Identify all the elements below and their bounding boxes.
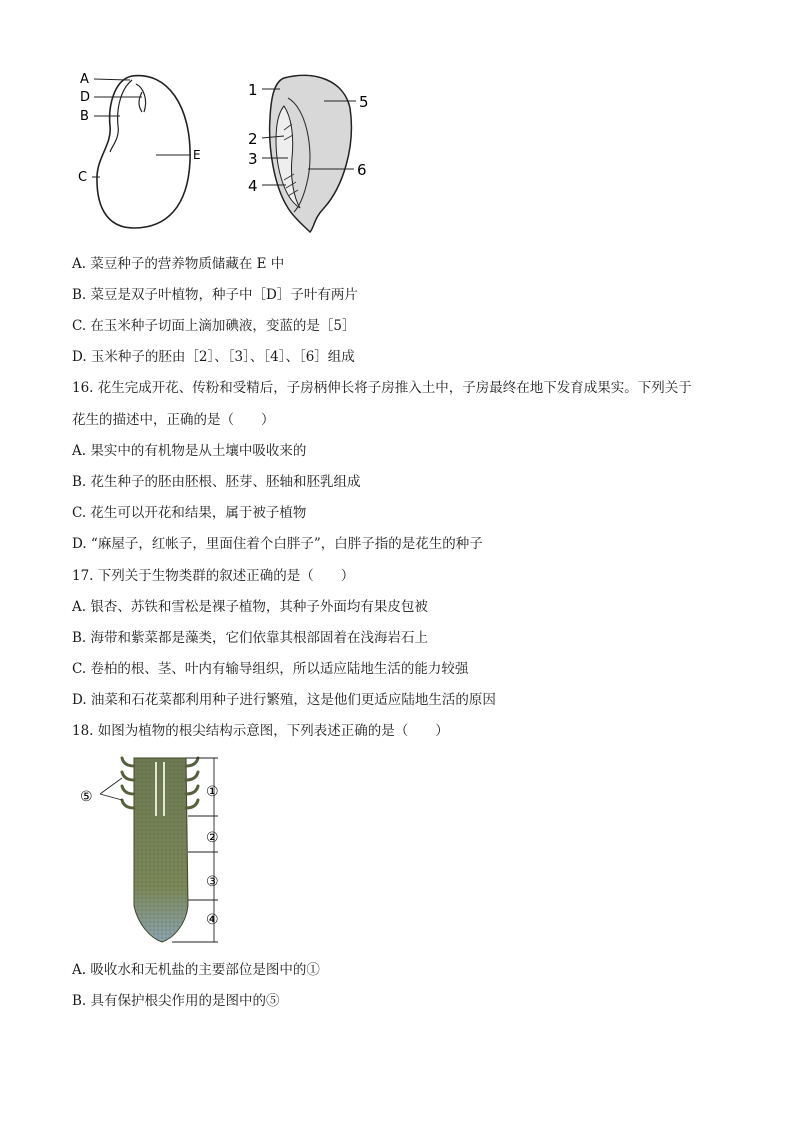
q15-option-c: C. 在玉米种子切面上滴加碘液，变蓝的是［5］ — [72, 318, 356, 334]
q17-option-c: C. 卷柏的根、茎、叶内有输导组织，所以适应陆地生活的能力较强 — [72, 661, 469, 677]
corn-label-1: 1 — [248, 81, 258, 99]
bean-label-b: B — [80, 109, 89, 124]
corn-label-3: 3 — [248, 150, 258, 168]
q17-stem: 17. 下列关于生物类群的叙述正确的是（ ） — [72, 568, 355, 584]
root-label-1: ① — [206, 784, 219, 800]
q16-option-d: D. “麻屋子，红帐子，里面住着个白胖子”，白胖子指的是花生的种子 — [72, 536, 483, 552]
bean-label-d: D — [80, 90, 91, 105]
corn-label-4: 4 — [248, 177, 258, 195]
q17-option-b: B. 海带和紫菜都是藻类，它们依靠其根部固着在浅海岩石上 — [72, 630, 429, 646]
q17-option-d: D. 油菜和石花菜都利用种子进行繁殖，这是他们更适应陆地生活的原因 — [72, 692, 496, 708]
q16-option-c: C. 花生可以开花和结果，属于被子植物 — [72, 505, 307, 521]
bean-label-a: A — [80, 72, 89, 87]
q17-option-a: A. 银杏、苏铁和雪松是裸子植物，其种子外面均有果皮包被 — [72, 599, 428, 615]
q15-option-b: B. 菜豆是双子叶植物，种子中［D］子叶有两片 — [72, 287, 358, 303]
root-tip-figure — [76, 756, 236, 948]
bean-seed-figure — [72, 66, 222, 238]
q18-option-b: B. 具有保护根尖作用的是图中的⑤ — [72, 993, 280, 1009]
q15-option-d: D. 玉米种子的胚由［2］、［3］、［4］、［6］组成 — [72, 349, 355, 365]
root-label-5: ⑤ — [80, 789, 93, 805]
root-label-3: ③ — [206, 874, 219, 890]
q16-option-a: A. 果实中的有机物是从土壤中吸收来的 — [72, 443, 307, 459]
bean-label-c: C — [78, 170, 88, 185]
q18-option-a: A. 吸收水和无机盐的主要部位是图中的① — [72, 962, 320, 978]
bean-seed-outline — [97, 76, 190, 228]
q16-stem-line2: 花生的描述中，正确的是（ ） — [72, 412, 275, 428]
bean-label-e: E — [193, 148, 201, 162]
corn-label-5: 5 — [359, 93, 369, 111]
q16-stem-line1: 16. 花生完成开花、传粉和受精后，子房柄伸长将子房推入土中，子房最终在地下发育成果实。下列关于 — [72, 380, 692, 396]
q15-option-a: A. 菜豆种子的营养物质储藏在 E 中 — [72, 256, 285, 272]
corn-label-2: 2 — [248, 130, 258, 148]
q16-option-b: B. 花生种子的胚由胚根、胚芽、胚轴和胚乳组成 — [72, 474, 361, 490]
root-label-4: ④ — [206, 912, 219, 928]
root-label-2: ② — [206, 830, 219, 846]
q18-stem: 18. 如图为植物的根尖结构示意图，下列表述正确的是（ ） — [72, 723, 449, 739]
bean-plumule — [136, 84, 146, 112]
corn-label-6: 6 — [357, 161, 367, 179]
corn-seed-figure — [244, 68, 384, 236]
